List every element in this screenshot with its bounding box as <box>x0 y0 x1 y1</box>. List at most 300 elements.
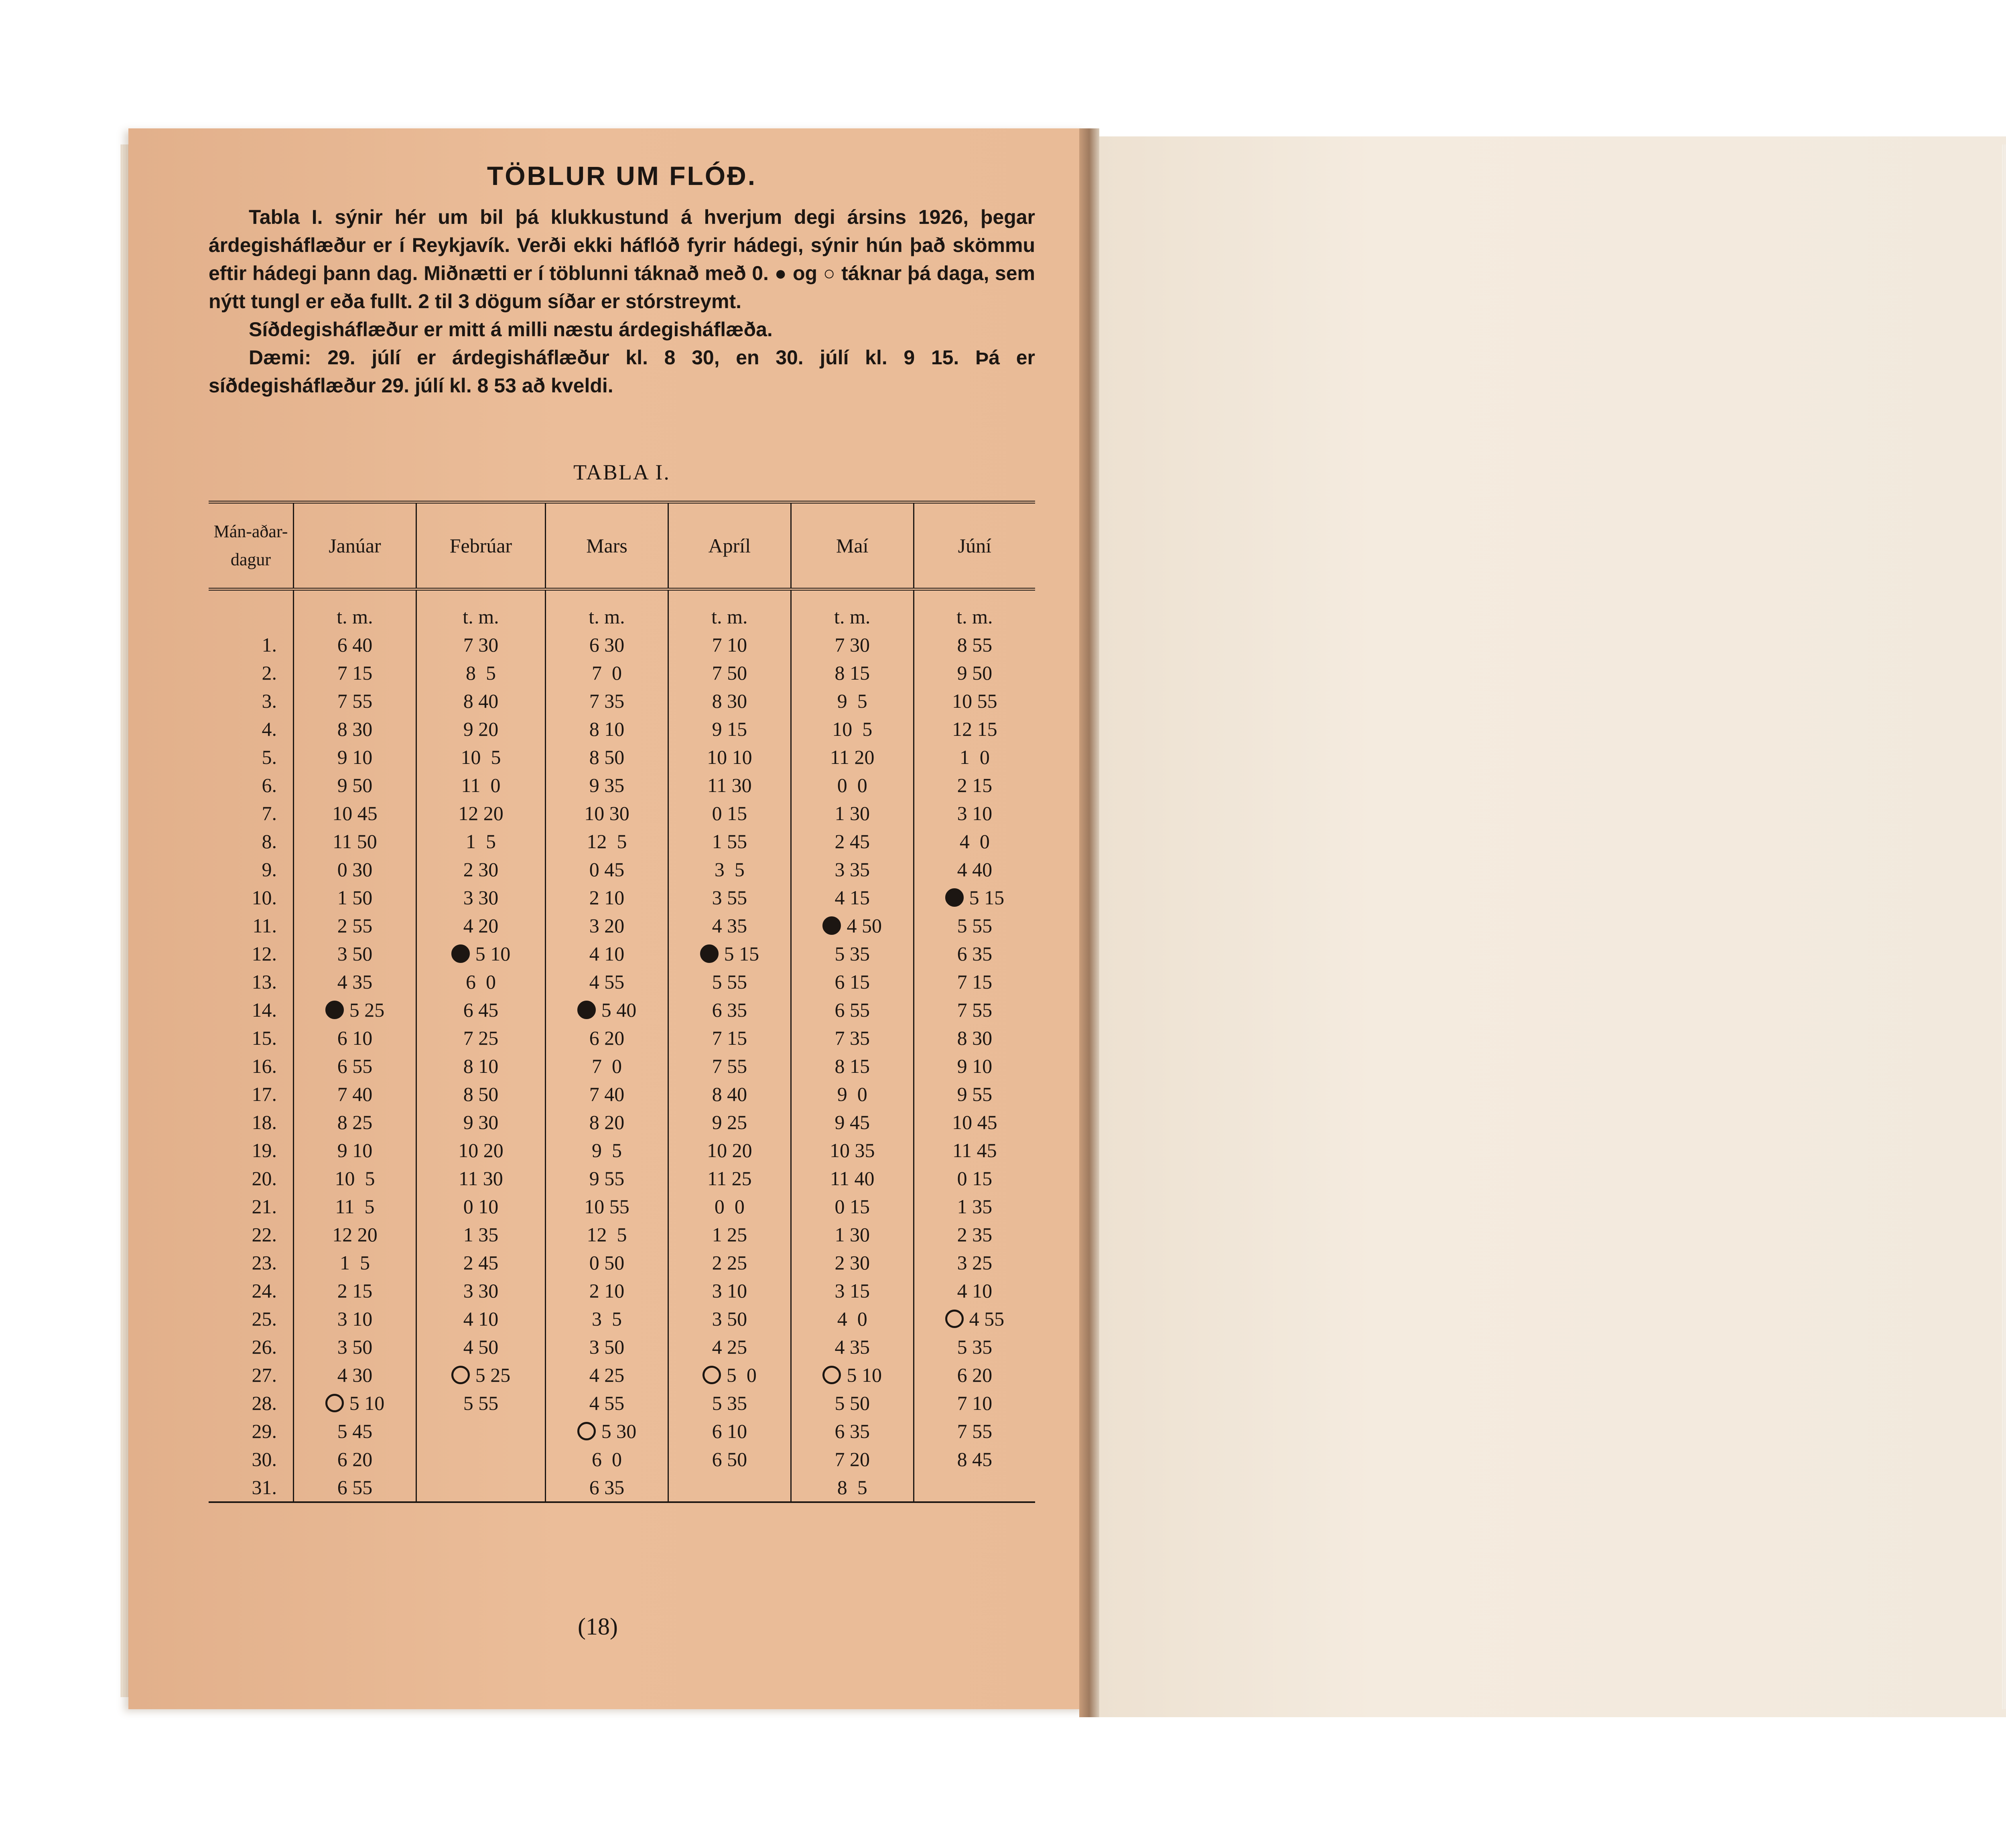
tide-time-cell <box>791 1473 914 1502</box>
tide-time-cell <box>668 1080 791 1108</box>
tide-time-cell <box>914 827 1035 855</box>
tide-time-cell <box>914 1389 1035 1417</box>
tide-time-value: 5 55 <box>957 914 993 937</box>
tide-time-cell <box>791 659 914 687</box>
tide-time-cell <box>294 996 416 1024</box>
tide-time-value: 2 55 <box>337 914 373 937</box>
tide-time-value: 7 55 <box>957 1420 993 1442</box>
unit-label: t. m. <box>546 589 668 631</box>
tide-time-value: 5 10 <box>349 1392 385 1414</box>
tide-time-cell <box>668 940 791 968</box>
tide-time-value: 2 35 <box>957 1223 993 1246</box>
tide-time-value: 12 20 <box>332 1223 378 1246</box>
tide-time-cell <box>546 1249 668 1277</box>
tide-time-cell <box>546 940 668 968</box>
tide-time-value: 4 15 <box>834 886 870 909</box>
tide-time-cell <box>294 1361 416 1389</box>
tide-time-cell <box>668 996 791 1024</box>
tide-time-value: 7 55 <box>712 1055 747 1077</box>
tide-time-value: 2 45 <box>834 830 870 853</box>
day-cell: 4. <box>262 718 277 740</box>
tide-time-value: 0 15 <box>834 1195 870 1218</box>
tide-time-cell <box>416 1024 545 1052</box>
tide-time-value: 2 30 <box>834 1251 870 1274</box>
tide-time-cell <box>294 855 416 883</box>
tide-time-cell <box>294 743 416 771</box>
tide-time-cell <box>416 1249 545 1277</box>
day-cell: 12. <box>252 942 277 965</box>
tide-time-cell <box>791 1305 914 1333</box>
tide-time-cell <box>668 1277 791 1305</box>
tide-time-cell <box>914 1417 1035 1445</box>
tide-time-cell <box>416 659 545 687</box>
tide-time-cell <box>416 883 545 912</box>
tide-time-cell <box>791 1361 914 1389</box>
tide-time-cell <box>546 1220 668 1249</box>
tide-time-cell <box>294 1389 416 1417</box>
tide-time-value: 9 5 <box>837 690 867 712</box>
tide-time-cell <box>294 827 416 855</box>
tide-time-cell <box>546 659 668 687</box>
tide-time-value: 3 50 <box>337 942 373 965</box>
tide-time-value: 2 30 <box>463 858 499 881</box>
tide-table <box>209 501 1035 1508</box>
tide-time-cell <box>791 1136 914 1164</box>
table-row <box>209 771 1035 799</box>
tide-time-cell <box>914 743 1035 771</box>
tide-time-cell <box>546 1333 668 1361</box>
tide-time-cell <box>294 1333 416 1361</box>
new-moon-icon <box>822 916 841 935</box>
table-row <box>209 855 1035 883</box>
day-cell: 17. <box>252 1083 277 1105</box>
tide-time-value: 8 5 <box>465 662 496 684</box>
tide-time-value: 8 30 <box>337 718 373 740</box>
tide-time-cell <box>791 771 914 799</box>
tide-time-value: 8 30 <box>957 1027 993 1049</box>
tide-time-cell <box>416 1361 545 1389</box>
new-moon-icon <box>700 944 719 963</box>
tide-time-cell <box>416 743 545 771</box>
tide-time-value: 0 15 <box>957 1167 993 1190</box>
tide-time-cell <box>546 1164 668 1192</box>
day-cell: 30. <box>252 1448 277 1470</box>
tide-time-value: 2 10 <box>589 886 625 909</box>
tide-time-cell <box>791 1108 914 1136</box>
tide-time-cell <box>668 968 791 996</box>
tide-time-value: 8 50 <box>463 1083 499 1105</box>
tide-time-value: 9 10 <box>957 1055 993 1077</box>
tide-time-value: 11 25 <box>707 1167 752 1190</box>
tide-time-value: 9 50 <box>337 774 373 796</box>
tide-time-value: 4 0 <box>959 830 990 853</box>
tide-time-cell <box>294 1249 416 1277</box>
tide-time-value: 5 25 <box>349 999 385 1021</box>
tide-time-cell <box>416 1052 545 1080</box>
tide-time-value: 9 50 <box>957 662 993 684</box>
tide-time-cell <box>668 1389 791 1417</box>
tide-time-cell <box>791 1445 914 1473</box>
tide-time-value: 7 10 <box>712 634 747 656</box>
tide-time-value: 10 5 <box>335 1167 375 1190</box>
tide-time-cell <box>294 1473 416 1502</box>
tide-time-cell <box>668 1220 791 1249</box>
tide-time-cell <box>668 631 791 659</box>
tide-time-value: 1 35 <box>463 1223 499 1246</box>
month-header: Janúar <box>294 502 416 589</box>
table-row <box>209 996 1035 1024</box>
new-moon-icon <box>451 944 470 963</box>
tide-time-cell <box>416 1445 545 1473</box>
table-row <box>209 1389 1035 1417</box>
tide-time-value: 3 50 <box>337 1336 373 1358</box>
tide-time-cell <box>294 631 416 659</box>
tide-time-value: 11 50 <box>333 830 377 853</box>
month-header: Apríl <box>668 502 791 589</box>
table-row <box>209 1417 1035 1445</box>
tide-time-value: 5 50 <box>834 1392 870 1414</box>
tide-time-value: 6 35 <box>589 1476 625 1499</box>
tide-time-cell <box>416 1389 545 1417</box>
tide-time-value: 10 20 <box>458 1139 504 1162</box>
tide-time-value: 8 5 <box>837 1476 867 1499</box>
tide-time-value: 0 30 <box>337 858 373 881</box>
tide-time-value: 7 40 <box>589 1083 625 1105</box>
tide-time-cell <box>294 1417 416 1445</box>
tide-time-cell <box>791 1164 914 1192</box>
table-row <box>209 1192 1035 1220</box>
table-row <box>209 1164 1035 1192</box>
book-gutter <box>1079 128 1099 1717</box>
tide-time-value: 5 15 <box>724 942 759 965</box>
table-footer-rule <box>209 1502 1035 1508</box>
tide-time-cell <box>668 687 791 715</box>
tide-time-cell <box>791 912 914 940</box>
tide-time-value: 6 55 <box>337 1476 373 1499</box>
tide-time-cell <box>791 1417 914 1445</box>
tide-time-cell <box>791 1249 914 1277</box>
tide-time-cell <box>416 687 545 715</box>
unit-label: t. m. <box>416 589 545 631</box>
day-cell: 10. <box>252 886 277 909</box>
day-cell: 22. <box>252 1223 277 1246</box>
tide-time-cell <box>546 1192 668 1220</box>
tide-time-value: 5 55 <box>712 971 747 993</box>
tide-time-cell <box>914 1473 1035 1502</box>
tide-time-value: 11 0 <box>461 774 501 796</box>
tide-time-value: 5 45 <box>337 1420 373 1442</box>
day-cell: 23. <box>252 1251 277 1274</box>
tide-time-cell <box>294 771 416 799</box>
tide-time-value: 3 50 <box>589 1336 625 1358</box>
tide-time-cell <box>294 940 416 968</box>
full-moon-icon <box>325 1394 344 1412</box>
tide-time-cell <box>914 1192 1035 1220</box>
table-row <box>209 659 1035 687</box>
intro-text <box>209 203 1035 400</box>
table-row <box>209 799 1035 827</box>
tide-time-value: 2 25 <box>712 1251 747 1274</box>
tide-time-value: 8 55 <box>957 634 993 656</box>
tide-time-value: 3 5 <box>591 1308 622 1330</box>
tide-time-cell <box>668 855 791 883</box>
tide-time-cell <box>668 799 791 827</box>
tide-time-value: 11 20 <box>830 746 875 768</box>
tide-time-cell <box>791 1192 914 1220</box>
tide-time-cell <box>416 1473 545 1502</box>
table-row <box>209 912 1035 940</box>
tide-time-value: 7 0 <box>591 1055 622 1077</box>
day-cell: 5. <box>262 746 277 768</box>
tide-time-cell <box>416 1417 545 1445</box>
tide-time-value: 6 45 <box>463 999 499 1021</box>
page-heading: TÖBLUR UM FLÓÐ. <box>487 161 757 191</box>
tide-time-value: 5 15 <box>969 886 1005 909</box>
tide-time-cell <box>546 827 668 855</box>
full-moon-icon <box>577 1422 596 1440</box>
tide-time-cell <box>416 1192 545 1220</box>
tide-time-value: 3 25 <box>957 1251 993 1274</box>
tide-time-value: 12 15 <box>952 718 997 740</box>
tide-time-cell <box>914 1052 1035 1080</box>
tide-time-value: 4 25 <box>712 1336 747 1358</box>
tide-time-value: 7 35 <box>589 690 625 712</box>
tide-time-cell <box>546 771 668 799</box>
tide-time-cell <box>416 1333 545 1361</box>
table-row <box>209 1220 1035 1249</box>
tide-time-value: 5 0 <box>726 1364 757 1386</box>
tide-time-value: 3 10 <box>337 1308 373 1330</box>
tide-time-cell <box>546 1361 668 1389</box>
tide-time-value: 3 30 <box>463 1279 499 1302</box>
tide-time-cell <box>294 715 416 743</box>
tide-time-cell <box>791 855 914 883</box>
tide-time-value: 4 55 <box>589 1392 625 1414</box>
tide-time-value: 7 50 <box>712 662 747 684</box>
tide-time-cell <box>668 1249 791 1277</box>
tide-time-value: 12 5 <box>587 1223 627 1246</box>
table-row <box>209 1080 1035 1108</box>
new-moon-icon <box>325 1001 344 1019</box>
tide-time-value: 1 5 <box>339 1251 370 1274</box>
tide-time-value: 6 20 <box>589 1027 625 1049</box>
tide-time-value: 8 30 <box>712 690 747 712</box>
tide-time-cell <box>416 827 545 855</box>
table-row <box>209 1361 1035 1389</box>
tide-time-value: 1 30 <box>834 1223 870 1246</box>
tide-time-cell <box>668 1192 791 1220</box>
tide-time-value: 7 40 <box>337 1083 373 1105</box>
tide-time-value: 11 40 <box>830 1167 875 1190</box>
tide-time-value: 7 55 <box>337 690 373 712</box>
tide-time-value: 3 30 <box>463 886 499 909</box>
tide-time-value: 6 0 <box>465 971 496 993</box>
tide-time-cell <box>294 1305 416 1333</box>
day-cell: 18. <box>252 1111 277 1133</box>
tide-time-cell <box>416 771 545 799</box>
tide-time-cell <box>914 1277 1035 1305</box>
tide-time-cell <box>546 1080 668 1108</box>
tide-time-cell <box>294 968 416 996</box>
tide-time-cell <box>546 855 668 883</box>
tide-time-cell <box>546 1136 668 1164</box>
unit-spacer <box>209 589 294 631</box>
tide-time-value: 7 15 <box>957 971 993 993</box>
tide-time-value: 4 50 <box>847 914 882 937</box>
tide-time-cell <box>791 968 914 996</box>
tide-time-value: 9 10 <box>337 746 373 768</box>
tide-time-value: 5 30 <box>601 1420 637 1442</box>
tide-time-cell <box>668 912 791 940</box>
tide-time-value: 7 25 <box>463 1027 499 1049</box>
tide-time-cell <box>791 940 914 968</box>
tide-time-value: 4 35 <box>712 914 747 937</box>
intro-paragraph: Tabla I. sýnir hér um bil þá klukkustund á hverjum degi ársins 1926, þegar árdegisháflæður er í Reykjavík. Verði ekki háflóð fyrir hádegi, sýnir hún það skömmu eftir hádegi þann dag. Miðnætti er í töblunni táknað með 0. ● og ○ táknar þá daga, sem nýtt tungl er eða fullt. 2 til 3 dögum síðar er stórstreymt. <box>209 206 1035 313</box>
tide-time-cell <box>668 1361 791 1389</box>
tide-time-value: 10 10 <box>707 746 752 768</box>
tide-time-value: 8 45 <box>957 1448 993 1470</box>
day-cell: 9. <box>262 858 277 881</box>
day-cell: 1. <box>262 634 277 656</box>
tide-time-value: 6 30 <box>589 634 625 656</box>
tide-time-cell <box>914 799 1035 827</box>
tide-time-cell <box>791 883 914 912</box>
tide-time-value: 1 35 <box>957 1195 993 1218</box>
tide-time-cell <box>914 659 1035 687</box>
tide-time-value: 8 40 <box>712 1083 747 1105</box>
page-number: (18) <box>578 1613 618 1640</box>
tide-time-value: 12 20 <box>458 802 504 824</box>
tide-time-cell <box>416 1136 545 1164</box>
tide-time-cell <box>914 855 1035 883</box>
tide-time-cell <box>294 1277 416 1305</box>
tide-time-value: 6 50 <box>712 1448 747 1470</box>
intro-paragraph: Síðdegisháflæður er mitt á milli næstu árdegisháflæða. <box>249 318 773 341</box>
tide-time-cell <box>791 827 914 855</box>
tide-time-value: 0 45 <box>589 858 625 881</box>
tide-time-cell <box>546 1473 668 1502</box>
tide-time-value: 9 20 <box>463 718 499 740</box>
tide-time-cell <box>546 883 668 912</box>
tide-time-value: 1 25 <box>712 1223 747 1246</box>
tide-time-cell <box>791 1277 914 1305</box>
tide-time-value: 4 30 <box>337 1364 373 1386</box>
tide-time-value: 4 10 <box>463 1308 499 1330</box>
tide-time-cell <box>546 912 668 940</box>
tide-time-value: 0 10 <box>463 1195 499 1218</box>
tide-time-value: 6 35 <box>834 1420 870 1442</box>
month-header: Júní <box>914 502 1035 589</box>
tide-time-cell <box>294 912 416 940</box>
tide-time-cell <box>546 1277 668 1305</box>
tide-time-cell <box>791 1220 914 1249</box>
tide-time-cell <box>791 1333 914 1361</box>
unit-row <box>209 589 1035 631</box>
tide-time-value: 3 35 <box>834 858 870 881</box>
tide-time-value: 3 15 <box>834 1279 870 1302</box>
tide-time-value: 8 10 <box>589 718 625 740</box>
tide-time-cell <box>416 1080 545 1108</box>
tide-time-value: 6 35 <box>957 942 993 965</box>
tide-time-value: 0 0 <box>714 1195 745 1218</box>
tide-time-cell <box>294 883 416 912</box>
day-column-header: Mán-aðar-dagur <box>209 502 294 589</box>
tide-time-value: 3 5 <box>714 858 745 881</box>
tide-time-value: 10 45 <box>332 802 378 824</box>
full-moon-icon <box>945 1310 964 1328</box>
tide-time-value: 6 20 <box>337 1448 373 1470</box>
tide-time-cell <box>914 912 1035 940</box>
tide-time-cell <box>546 1024 668 1052</box>
tide-time-value: 9 55 <box>589 1167 625 1190</box>
tide-time-cell <box>791 1024 914 1052</box>
tide-time-value: 4 50 <box>463 1336 499 1358</box>
tide-time-value: 6 55 <box>834 999 870 1021</box>
tide-time-cell <box>791 1080 914 1108</box>
tide-time-value: 5 35 <box>712 1392 747 1414</box>
unit-label: t. m. <box>914 589 1035 631</box>
day-cell: 21. <box>252 1195 277 1218</box>
tide-time-value: 3 10 <box>712 1279 747 1302</box>
tide-time-value: 8 10 <box>463 1055 499 1077</box>
tide-time-value: 7 15 <box>712 1027 747 1049</box>
tide-time-cell <box>546 743 668 771</box>
tide-time-cell <box>668 1052 791 1080</box>
tide-time-cell <box>791 715 914 743</box>
tide-time-cell <box>416 996 545 1024</box>
tide-time-cell <box>546 1108 668 1136</box>
tide-time-cell <box>416 1164 545 1192</box>
tide-time-cell <box>416 799 545 827</box>
tide-time-value: 5 40 <box>601 999 637 1021</box>
table-title: TABLA I. <box>573 460 670 484</box>
tide-time-value: 5 25 <box>475 1364 511 1386</box>
tide-time-value: 2 15 <box>957 774 993 796</box>
day-cell: 19. <box>252 1139 277 1162</box>
tide-time-value: 3 50 <box>712 1308 747 1330</box>
tide-time-cell <box>791 1052 914 1080</box>
tide-time-value: 6 20 <box>957 1364 993 1386</box>
tide-time-cell <box>294 1052 416 1080</box>
tide-time-value: 4 40 <box>957 858 993 881</box>
tide-time-value: 6 15 <box>834 971 870 993</box>
tide-time-cell <box>294 1445 416 1473</box>
tide-time-value: 9 0 <box>837 1083 867 1105</box>
day-cell: 7. <box>262 802 277 824</box>
table-row <box>209 1024 1035 1052</box>
tide-time-value: 8 20 <box>589 1111 625 1133</box>
tide-time-cell <box>294 799 416 827</box>
tide-time-cell <box>416 940 545 968</box>
tide-time-cell <box>668 1136 791 1164</box>
tide-time-value: 2 45 <box>463 1251 499 1274</box>
tide-time-value: 10 45 <box>952 1111 997 1133</box>
tide-time-cell <box>914 1249 1035 1277</box>
tide-time-cell <box>914 687 1035 715</box>
tide-time-value: 11 30 <box>459 1167 503 1190</box>
tide-time-value: 9 25 <box>712 1111 747 1133</box>
tide-time-value: 3 10 <box>957 802 993 824</box>
tide-time-cell <box>791 687 914 715</box>
tide-time-cell <box>914 1361 1035 1389</box>
table-bottom-line <box>209 1502 1035 1508</box>
tide-time-cell <box>546 1417 668 1445</box>
tide-time-value: 5 35 <box>834 942 870 965</box>
tide-time-value: 2 10 <box>589 1279 625 1302</box>
table-row <box>209 1305 1035 1333</box>
day-cell: 8. <box>262 830 277 853</box>
table-header-row <box>209 502 1035 589</box>
